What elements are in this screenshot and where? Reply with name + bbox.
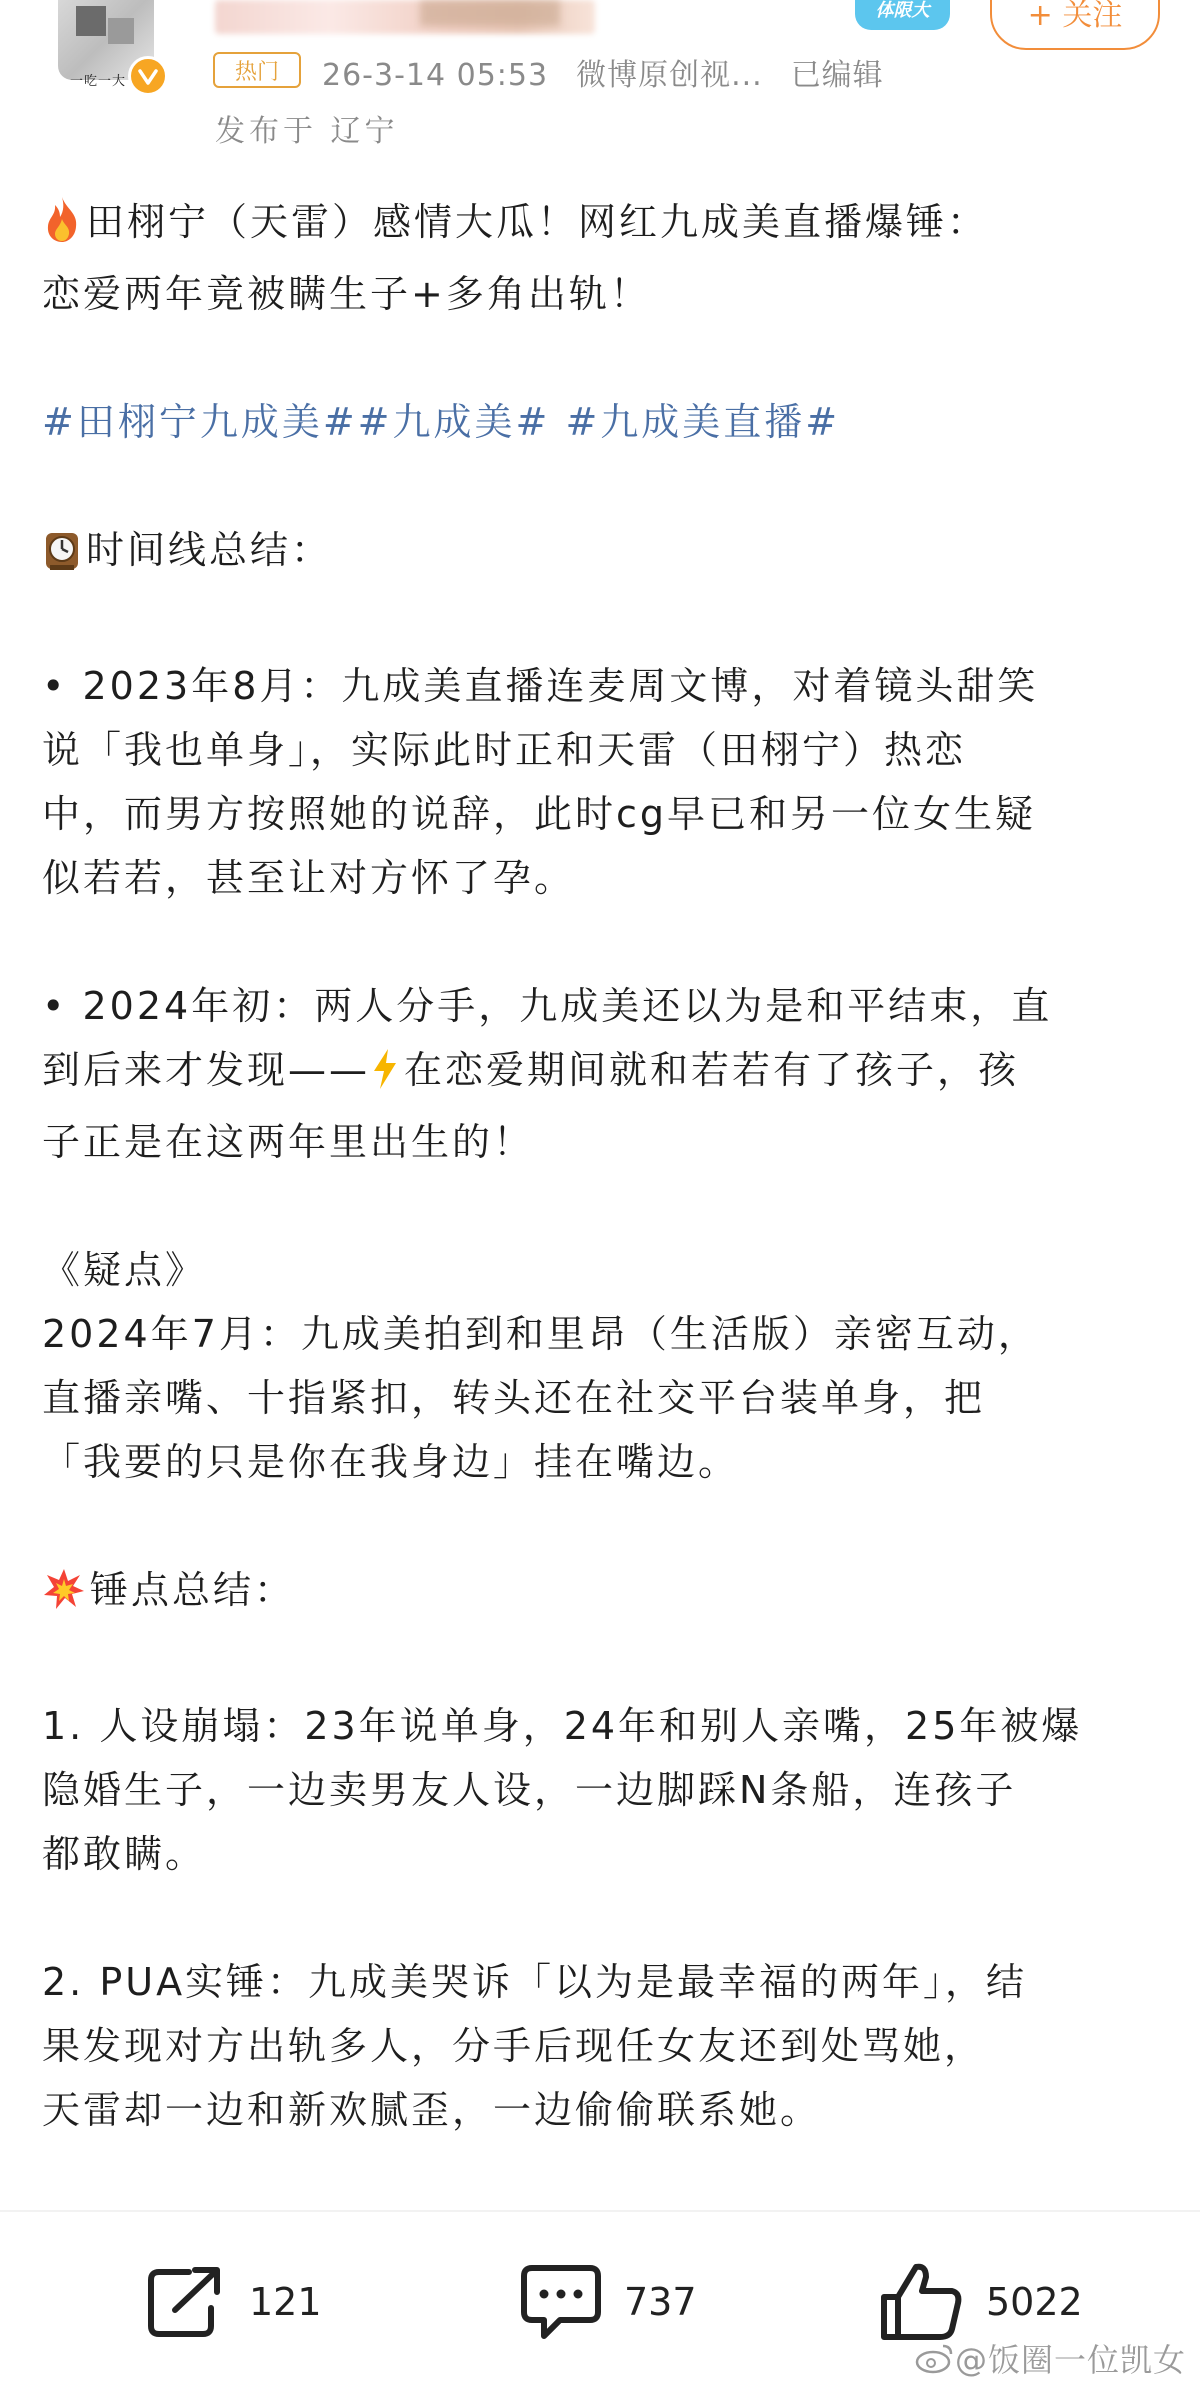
comment-count: 737 (624, 2280, 697, 2324)
post-body (42, 190, 1162, 2142)
like-count: 5022 (986, 2280, 1083, 2324)
share-icon (145, 2264, 227, 2340)
timeline-2-line-2a: 到后来才发现—— (42, 1048, 371, 1092)
doubt-line-1: 2024年7月：九成美拍到和里昂（生活版）亲密互动， (42, 1312, 1039, 1356)
timeline-1-line-2: 说「我也单身」，实际此时正和天雷（田栩宁）热恋 (42, 728, 967, 772)
post-timestamp: 26-3-14 05:53 (322, 58, 549, 93)
doubt-section (42, 1238, 1162, 1494)
clock-icon (42, 526, 82, 590)
repost-button[interactable] (145, 2262, 322, 2342)
summary-2-line-2: 果发现对方出轨多人，分手后现任女友还到处骂她， (42, 2024, 986, 2068)
hot-tag: 热门 (213, 52, 301, 88)
timeline-2-line-2b: 在恋爱期间就和若若有了孩子，孩 (404, 1048, 1020, 1092)
event-sticker: 体限大 (855, 0, 950, 30)
weibo-logo-icon (915, 2342, 955, 2374)
repost-count: 121 (249, 2280, 322, 2324)
collision-icon (42, 1566, 86, 1630)
comment-icon (520, 2262, 602, 2342)
timeline-1-line-1: • 2023年8月：九成美直播连麦周文博，对着镜头甜笑 (42, 664, 1039, 708)
watermark (915, 2335, 1186, 2381)
timeline-heading-row (42, 518, 1162, 590)
timeline-2-line-1: • 2024年初：两人分手，九成美还以为是和平结束，直 (42, 984, 1053, 1028)
post-location: 发布于 辽宁 (215, 114, 399, 149)
post-source[interactable]: 微博原创视... (576, 58, 763, 93)
timeline-heading: 时间线总结： (86, 528, 333, 572)
thumbs-up-icon (880, 2261, 964, 2343)
doubt-line-2: 直播亲嘴、十指紧扣，转头还在社交平台装单身，把 (42, 1376, 986, 1420)
summary-1-line-1: 1. 人设崩塌：23年说单身，24年和别人亲嘴，25年被爆 (42, 1704, 1083, 1748)
timeline-2-line-3: 子正是在这两年里出生的！ (42, 1120, 535, 1164)
title-line-2: 恋爱两年竟被瞒生子+多角出轨！ (42, 272, 651, 316)
comment-button[interactable] (520, 2262, 697, 2342)
post-header (0, 0, 1200, 170)
summary-1-line-2: 隐婚生子，一边卖男友人设，一边脚踩N条船，连孩子 (42, 1768, 1017, 1812)
doubt-heading: 《疑点》 (42, 1248, 207, 1292)
summary-2-line-3: 天雷却一边和新欢腻歪，一边偷偷联系她。 (42, 2088, 822, 2132)
verified-badge-icon (128, 56, 168, 96)
post-meta (322, 50, 912, 94)
edited-label[interactable]: 已编辑 (790, 58, 884, 93)
summary-item-1 (42, 1694, 1162, 1886)
summary-heading: 锤点总结： (90, 1568, 296, 1612)
timeline-item-2 (42, 974, 1162, 1174)
title-line-1: 田栩宁（天雷）感情大瓜！网红九成美直播爆锤： (86, 200, 989, 244)
watermark-text: @饭圈一位凯女 (954, 2341, 1186, 2379)
post-title (42, 190, 1162, 326)
timeline-1-line-4: 似若若，甚至让对方怀了孕。 (42, 856, 576, 900)
timeline-1-line-3: 中，而男方按照她的说辞，此时cg早已和另一位女生疑 (42, 792, 1037, 836)
summary-item-2 (42, 1950, 1162, 2142)
follow-button[interactable]: + 关注 (990, 0, 1160, 50)
fire-icon (42, 195, 82, 262)
avatar-caption: 一吃一大 (70, 74, 127, 89)
summary-2-line-1: 2. PUA实锤：九成美哭诉「以为是最幸福的两年」，结 (42, 1960, 1028, 2004)
summary-heading-row (42, 1558, 1162, 1630)
topic-hashtags[interactable]: #田栩宁九成美##九成美# #九成美直播# (42, 400, 841, 444)
summary-1-line-3: 都敢瞒。 (42, 1832, 207, 1876)
username-blur-overlay (420, 0, 560, 26)
lightning-icon (370, 1046, 400, 1110)
timeline-item-1 (42, 654, 1162, 910)
doubt-line-3: 「我要的只是你在我身边」挂在嘴边。 (42, 1440, 740, 1484)
like-button[interactable] (880, 2262, 1083, 2342)
